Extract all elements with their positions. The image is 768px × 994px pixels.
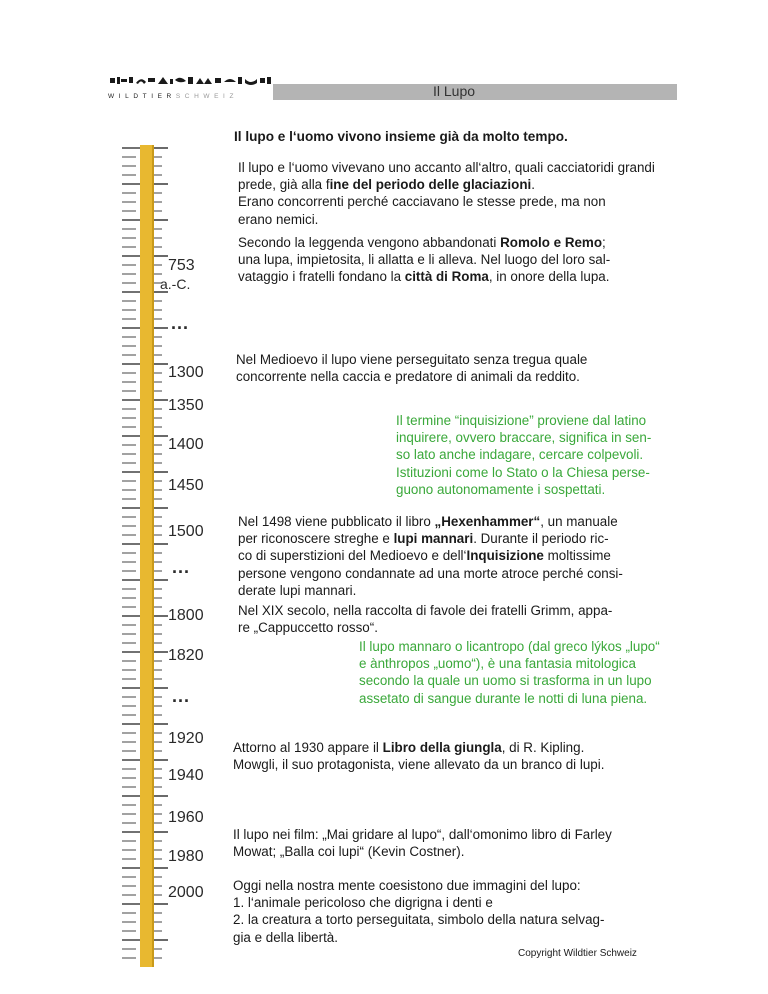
bold-text: ine del periodo delle glaciazioni bbox=[329, 177, 532, 193]
timeline-label-1980: 1980 bbox=[168, 848, 204, 865]
timeline-label-1450: 1450 bbox=[168, 477, 204, 494]
timeline-label-1500: 1500 bbox=[168, 523, 204, 540]
logo-wordmark bbox=[108, 93, 238, 101]
timeline-label-1300: 1300 bbox=[168, 364, 204, 381]
page-title: Il Lupo bbox=[433, 83, 476, 99]
timeline-label-1920: 1920 bbox=[168, 730, 204, 747]
timeline-bar bbox=[140, 145, 154, 967]
timeline-ellipsis-1: ... bbox=[171, 313, 190, 333]
bold-text: Romolo e Remo bbox=[500, 235, 603, 250]
paragraph-grimm: Nel XIX secolo, nella raccolta di favole dei fratelli Grimm, appa- re „Cappuccetto rosso“. bbox=[238, 603, 613, 636]
copyright: Copyright Wildtier Schweiz bbox=[518, 948, 637, 959]
bold-text: lupi mannari bbox=[393, 531, 474, 547]
paragraph-romolo-remo: Secondo la leggenda vengono abbandonati Romolo e Remo; una lupa, impietosita, li allatta e li alleva. Nel luogo del loro sal- vataggio i fratelli fondano la città di Roma, in onore della lupa. bbox=[238, 235, 611, 285]
timeline-label-ac: a.-C. bbox=[160, 276, 191, 292]
timeline-label-1940: 1940 bbox=[168, 767, 204, 784]
main-heading: Il lupo e l‘uomo vivono insieme già da molto tempo. bbox=[234, 129, 568, 144]
timeline-ellipsis-2: ... bbox=[172, 557, 191, 577]
timeline-label-753: 753 bbox=[168, 257, 195, 274]
paragraph-glaciations: Il lupo e l‘uomo vivevano uno accanto all‘altro, quali cacciatoridi grandi prede, già alla fine del periodo delle glaciazioni. Erano concorrenti perché cacciavano le stesse prede, ma non erano nemici. bbox=[238, 160, 655, 227]
paragraph-medioevo: Nel Medioevo il lupo viene perseguitato senza tregua quale concorrente nella caccia e predatore di animali da reddito. bbox=[236, 352, 588, 385]
paragraph-hexenhammer: Nel 1498 viene pubblicato il libro „Hexenhammer“, un manuale per riconoscere streghe e lupi mannari. Durante il periodo ric- co di superstizioni del Medioevo e dell‘Inquisizione moltissime persone vengono condannate ad una morte atroce perché consi- derate lupi mannari. bbox=[238, 514, 623, 598]
timeline-label-1820: 1820 bbox=[168, 647, 204, 664]
timeline-label-1400: 1400 bbox=[168, 436, 204, 453]
note-inquisizione: Il termine “inquisizione” proviene dal latino inquirere, ovvero braccare, significa in sen- so lato anche indagare, cercare colpevoli. Istituzioni come lo Stato o la Chiesa perse- guono autonomamente i sospettati. bbox=[396, 413, 652, 497]
bold-text: città di Roma bbox=[404, 269, 489, 285]
paragraph-libro-giungla: Attorno al 1930 appare il Libro della giungla, di R. Kipling. Mowgli, il suo protagonista, viene allevato da un branco di lupi. bbox=[233, 740, 605, 773]
timeline-bar-edge bbox=[152, 145, 154, 967]
timeline-label-1350: 1350 bbox=[168, 397, 204, 414]
timeline-ellipsis-3: ... bbox=[172, 686, 191, 706]
logo-wordmark-light: SCHWEIZ bbox=[175, 93, 239, 100]
bold-text: Inquisizione bbox=[466, 548, 544, 564]
paragraph-film: Il lupo nei film: „Mai gridare al lupo“, dall‘omonimo libro di Farley Mowat; „Balla coi lupi“ (Kevin Costner). bbox=[233, 827, 612, 860]
timeline-label-1960: 1960 bbox=[168, 809, 204, 826]
note-licantropo: Il lupo mannaro o licantropo (dal greco lýkos „lupo“ e ànthropos „uomo“), è una fantasia mitologica secondo la quale un uomo si trasforma in un lupo assetato di sangue durante le notti di luna piena. bbox=[359, 639, 660, 706]
paragraph-oggi: Oggi nella nostra mente coesistono due immagini del lupo: 1. l‘animale pericoloso che digrigna i denti e 2. la creatura a torto perseguitata, simbolo della natura selvag- gia e della libertà. bbox=[233, 878, 605, 945]
logo-wordmark-dark: WILDTIER bbox=[108, 93, 176, 100]
timeline-label-2000: 2000 bbox=[168, 884, 204, 901]
timeline-label-1800: 1800 bbox=[168, 607, 204, 624]
bold-text: Libro della giungla bbox=[382, 740, 502, 755]
bold-text: „Hexenhammer“ bbox=[434, 514, 541, 529]
